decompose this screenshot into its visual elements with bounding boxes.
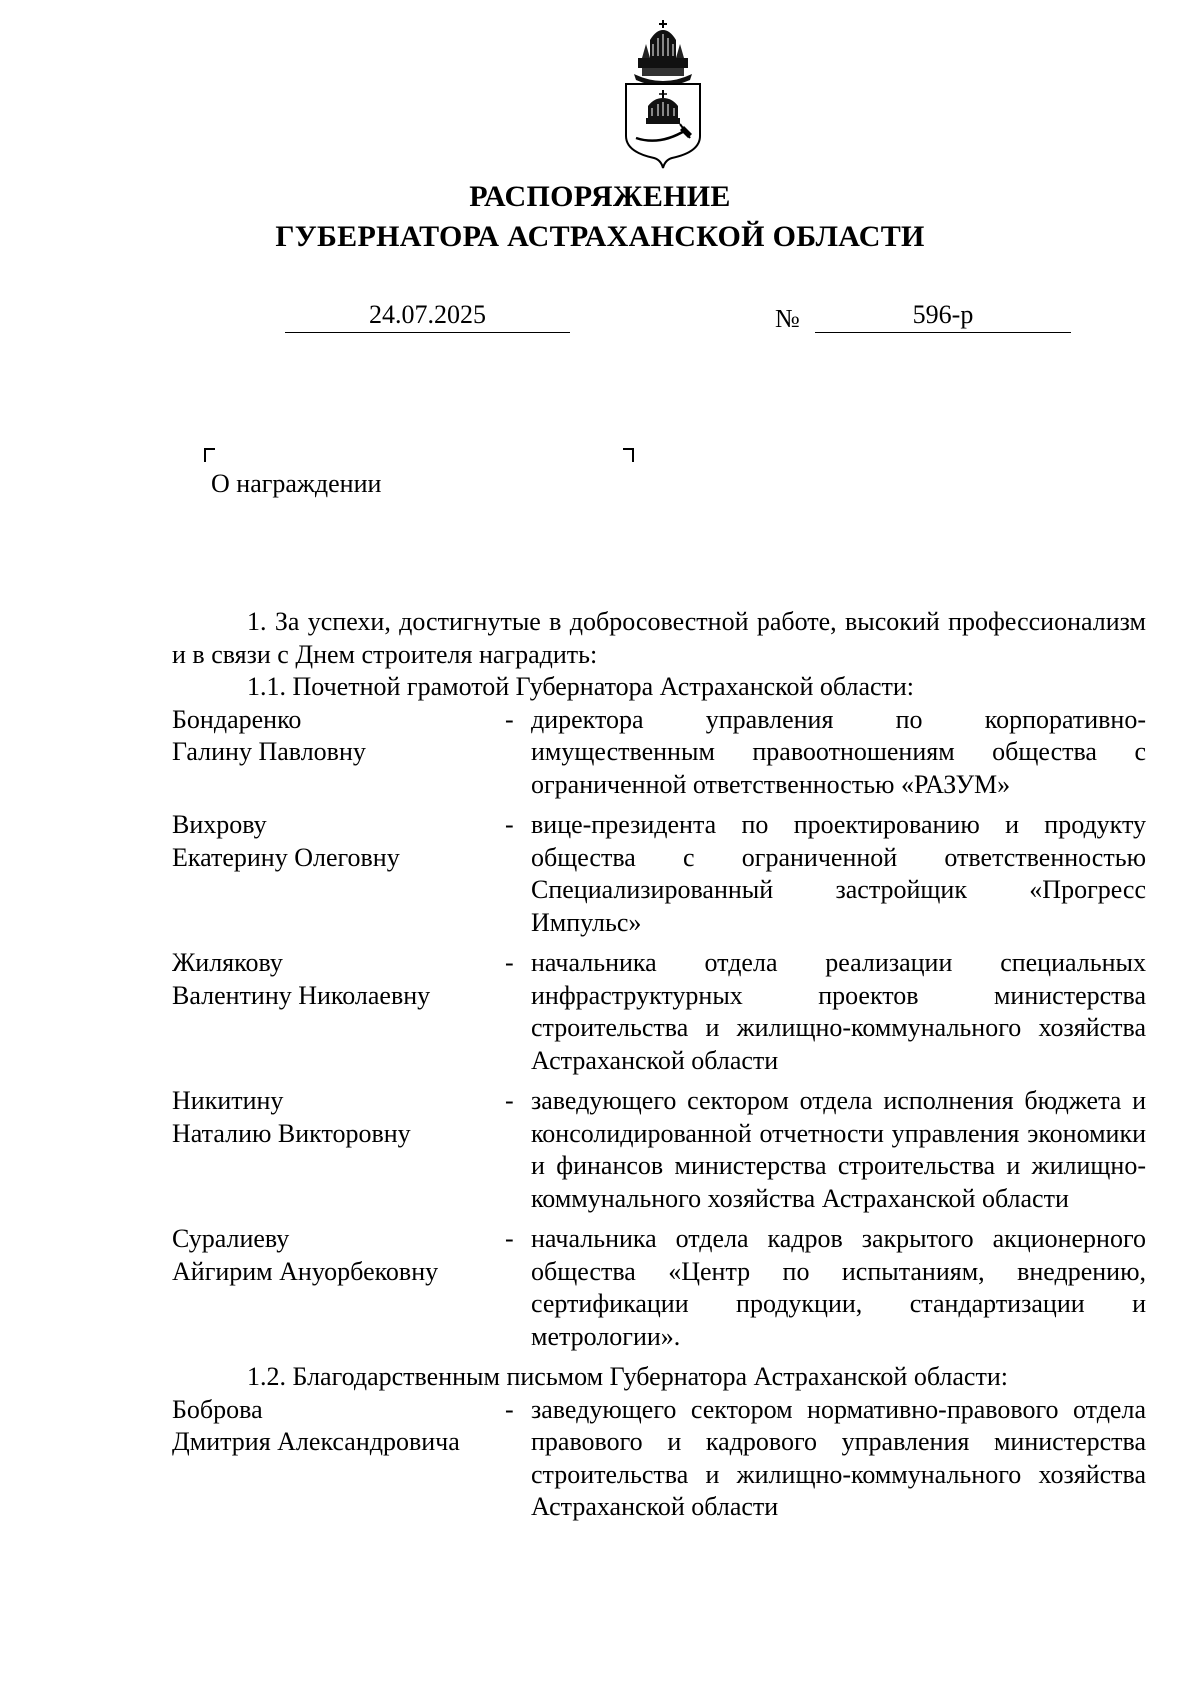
awardee-surname: Суралиеву — [172, 1224, 290, 1253]
awardee-entry — [172, 1085, 1146, 1215]
awardee-entry — [172, 1394, 1146, 1524]
awardee-name — [172, 1394, 505, 1524]
dash-separator: - — [505, 948, 514, 977]
number-sign: № — [775, 304, 800, 333]
coat-of-arms-icon — [620, 18, 706, 170]
intro-paragraph: 1. За успехи, достигнутые в добросовестной работе, высокий профессионализм и в связи с Днем строителя наградить: — [172, 607, 1146, 669]
awardee-position: директора управления по корпоративно-имущественным правоотношениям общества с ограниченной ответственностью «РАЗУМ» — [531, 704, 1146, 799]
awardee-surname: Боброва — [172, 1394, 263, 1424]
subject-bracket-right — [623, 448, 634, 462]
document-type-title: РАСПОРЯЖЕНИЕ — [469, 180, 731, 213]
awardee-surname: Вихрову — [172, 810, 267, 839]
awardee-given-name: Галину Павловну — [172, 737, 366, 766]
document-number: 596-р — [815, 298, 1071, 333]
awardee-name — [172, 704, 505, 802]
dash-separator: - — [505, 1224, 514, 1253]
awardee-given-name: Валентину Николаевну — [172, 980, 431, 1010]
awardee-position: начальника отдела кадров закрытого акционерного общества «Центр по испытаниям, внедрению, сертификации продукции, стандартизации и метрологии». — [531, 1224, 1146, 1351]
awardee-surname: Жилякову — [172, 948, 283, 977]
awardee-name — [172, 1085, 505, 1215]
awardee-position: начальника отдела реализации специальных инфраструктурных проектов министерства строительства и жилищно-коммунального хозяйства Астраханской области — [531, 948, 1146, 1075]
awardee-position: вице-президента по проектированию и продукту общества с ограниченной ответственностью Специализированный застройщик «Прогресс Импульс» — [531, 810, 1146, 937]
awardee-position: заведующего сектором нормативно-правового отдела правового и кадрового управления министерства строительства и жилищно-коммунального хозяйства Астраханской области — [531, 1394, 1146, 1521]
awardee-entry — [172, 704, 1146, 802]
document-body — [172, 606, 1146, 1532]
awardee-name — [172, 947, 505, 1077]
subject-bracket-left — [204, 448, 215, 462]
dash-separator: - — [505, 704, 514, 734]
awardee-entry — [172, 947, 1146, 1077]
issuer-title: ГУБЕРНАТОРА АСТРАХАНСКОЙ ОБЛАСТИ — [275, 220, 925, 253]
document-date: 24.07.2025 — [285, 298, 570, 333]
awardee-entry — [172, 1223, 1146, 1353]
awardee-entry — [172, 809, 1146, 939]
awardee-given-name: Наталию Викторовну — [172, 1118, 411, 1148]
awardee-given-name: Дмитрия Александровича — [172, 1427, 460, 1456]
awardee-surname: Бондаренко — [172, 704, 302, 734]
awardee-position: заведующего сектором отдела исполнения бюджета и консолидированной отчетности управления экономики и финансов министерства строительства и жилищно-коммунального хозяйства Астраханской области — [531, 1086, 1146, 1213]
awardee-name — [172, 1223, 505, 1353]
section-1-heading: 1.1. Почетной грамотой Губернатора Астраханской области: — [247, 672, 915, 701]
awardee-given-name: Айгирим Ануорбековну — [172, 1256, 439, 1286]
awardee-surname: Никитину — [172, 1086, 284, 1115]
dash-separator: - — [505, 810, 514, 839]
dash-separator: - — [505, 1394, 514, 1424]
section-2-heading: 1.2. Благодарственным письмом Губернатора Астраханской области: — [247, 1362, 1008, 1391]
document-subject: О награждении — [211, 469, 382, 498]
dash-separator: - — [505, 1086, 514, 1115]
awardee-name — [172, 809, 505, 939]
awardee-given-name: Екатерину Олеговну — [172, 842, 400, 872]
